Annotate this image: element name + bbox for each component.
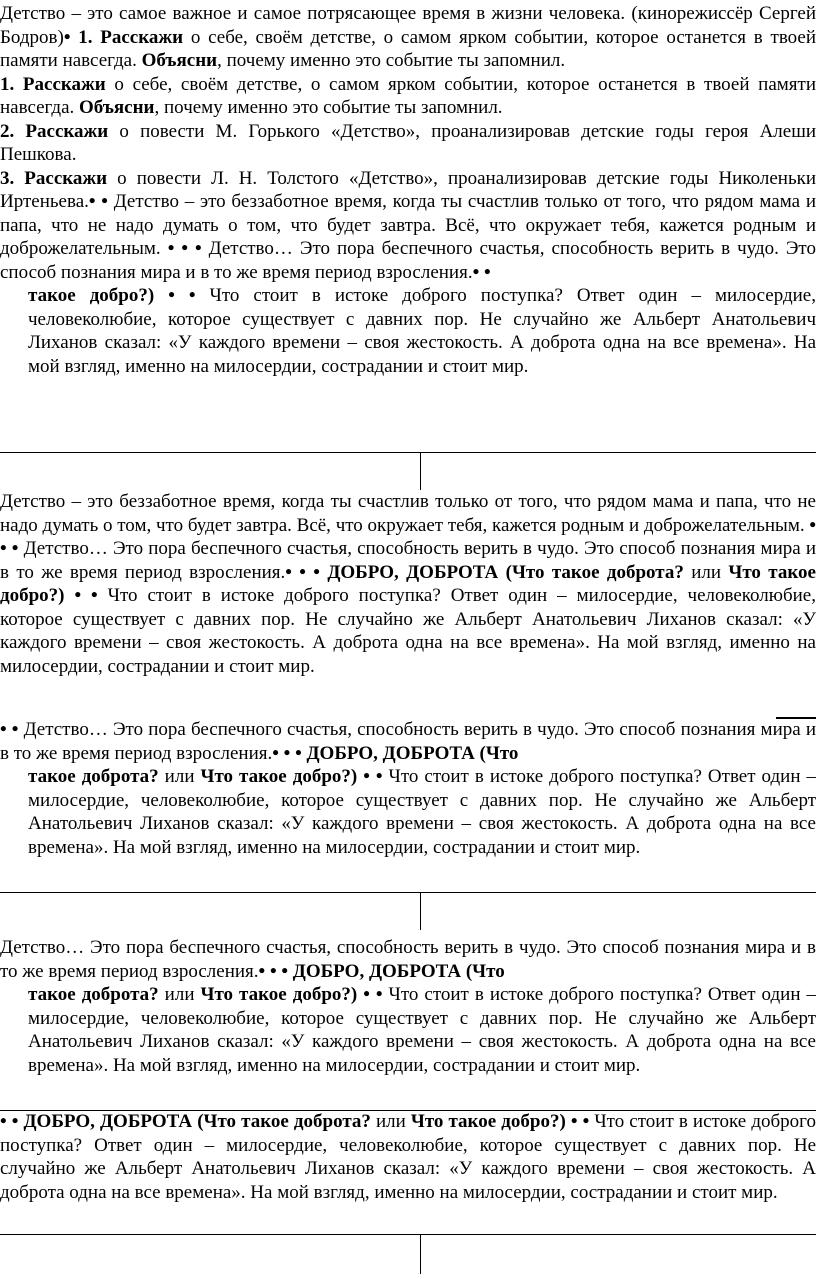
section-3 <box>0 718 816 859</box>
kindness-line <box>0 284 816 378</box>
intro-task-text: о себе, своём детстве, о самом ярком событии, которое останется в твоей памяти навсегда. <box>0 26 816 71</box>
task-2-text: о повести М. Горького «Детство», проанализировав детские годы героя Алеши Пешкова. <box>0 120 816 165</box>
kindness-bullets: • • <box>0 1111 19 1132</box>
intro-bullet: • <box>63 26 71 48</box>
task-1-number: 1. Расскажи <box>0 73 106 95</box>
carefree-bullets: • • • <box>0 514 816 559</box>
mercy-text: Что стоит в истоке доброго поступка? Ответ один – милосердие, человеколюбие, которое существует с давних пор. Не случайно же Альберт Анатольевич Лиханов сказал: «У каждого времени – своя жестокость. А доброта одна на все времена». На мой взгляд, именно на милосердии, сострадании и стоит мир. <box>0 585 816 677</box>
task-2 <box>0 120 816 167</box>
section-divider <box>0 452 816 453</box>
section-1 <box>0 2 816 378</box>
kindness-bullets: • • <box>154 285 196 306</box>
kindness-bullets: • • <box>64 585 98 606</box>
carefree-text: Детство – это беззаботное время, когда ты счастлив только от того, что рядом мама и папа, что не надо думать о том, что будет завтра. Всё, что окружает тебя, кажется родным и доброжелательным. <box>0 491 816 536</box>
intro-explain-text: , почему именно это событие ты запомнил. <box>217 50 566 71</box>
intro-paragraph <box>0 2 816 73</box>
kindness-title: ДОБРО, ДОБРОТА (Что <box>288 960 505 982</box>
kindness-question-1: такое доброта? <box>28 984 159 1005</box>
task-3 <box>0 167 816 285</box>
mercy-text: Что стоит в истоке доброго поступка? Ответ один – милосердие, человеколюбие, которое существует с давних пор. Не случайно же Альберт Анатольевич Лиханов сказал: «У каждого времени – своя жестокость. А доброта одна на все времена». На мой взгляд, именно на милосердии, сострадании и стоит мир. <box>28 766 816 858</box>
mercy-bullets: • • <box>357 984 383 1005</box>
task-1 <box>0 73 816 120</box>
kindness-bullets: • • • <box>272 742 302 764</box>
carefree-bullets: • • • <box>167 238 202 259</box>
mercy-text: Что стоит в истоке доброго поступка? Ответ один – милосердие, человеколюбие, которое существует с давних пор. Не случайно же Альберт Анатольевич Лиханов сказал: «У каждого времени – своя жестокость. А доброта одна на все времена». На мой взгляд, именно на милосердии, сострадании и стоит мир. <box>28 984 816 1076</box>
mercy-bullets: • • <box>357 766 383 787</box>
section-3-paragraph <box>0 718 816 765</box>
kindness-question-2: Что такое добро?) <box>200 984 358 1005</box>
kindness-question-2: Что такое добро?) <box>0 561 816 606</box>
task-2-number: 2. Расскажи <box>0 120 109 142</box>
task-1-explain-text: , почему именно это событие ты запомнил. <box>154 97 503 118</box>
section-divider <box>0 1234 816 1235</box>
section-2-paragraph <box>0 490 816 678</box>
kindness-title: ДОБРО, ДОБРОТА ( <box>18 1111 204 1132</box>
kindness-or: или <box>683 561 729 583</box>
task-3-text: о повести Л. Н. Толстого «Детство», проанализировав детские годы Николеньки Иртеньева. <box>0 167 816 212</box>
mercy-bullets: • • <box>565 1111 590 1132</box>
kindness-or: или <box>370 1111 411 1132</box>
section-divider <box>0 892 816 893</box>
kindness-question-2: Что такое добро?) <box>410 1111 566 1132</box>
section-3-kindness-line <box>0 765 816 859</box>
section-4-kindness-line <box>0 983 816 1077</box>
kindness-question-1: Что такое доброта? <box>511 561 684 583</box>
task-1-explain: Объясни <box>79 97 155 118</box>
kindness-question-2: Что такое добро?) <box>200 766 358 787</box>
growing-text: Детство… Это пора беспечного счастья, способность верить в чудо. Это способ познания мира и в то же время период взросления. <box>0 538 816 583</box>
section-5 <box>0 1110 816 1204</box>
section-4 <box>0 936 816 1077</box>
intro-explain: Объясни <box>141 50 218 71</box>
divider-tick <box>420 1234 421 1274</box>
kindness-question-1: такое доброта? <box>28 766 159 787</box>
kindness-or: или <box>158 984 201 1005</box>
kindness-title: ДОБРО, ДОБРОТА (Что <box>301 742 519 764</box>
growing-bullets: • • • <box>285 561 320 583</box>
growing-text: Детство… Это пора беспечного счастья, способность верить в чудо. Это способ познания мира и в то же время период взросления. <box>0 238 816 283</box>
section-4-paragraph <box>0 936 816 983</box>
mercy-text: Что стоит в истоке доброго поступка? Ответ один – милосердие, человеколюбие, которое существует с давних пор. Не случайно же Альберт Анатольевич Лиханов сказал: «У каждого времени – своя жестокость. А доброта одна на все времена». На мой взгляд, именно на милосердии, сострадании и стоит мир. <box>28 285 816 377</box>
growing-text: Детство… Это пора беспечного счастья, способность верить в чудо. Это способ познания мира и в то же время период взросления. <box>0 719 816 764</box>
section-5-paragraph <box>0 1110 816 1204</box>
intro-task-number: 1. Расскажи <box>70 26 184 48</box>
task-3-bullets: • • <box>88 191 108 212</box>
section-2 <box>0 490 816 678</box>
growing-text: Детство… Это пора беспечного счастья, способность верить в чудо. Это способ познания мира и в то же время период взросления. <box>0 937 816 982</box>
growing-bullets: • • <box>472 261 491 283</box>
task-3-number: 3. Расскажи <box>0 167 108 189</box>
carefree-text: Детство – это беззаботное время, когда ты счастлив только от того, что рядом мама и папа, что не надо думать о том, что будет завтра. Всё, что окружает тебя, кажется родным и доброжелательным. <box>0 191 816 259</box>
task-1-text: о себе, своём детстве, о самом ярком событии, которое останется в твоей памяти навсегда. <box>0 73 816 118</box>
kindness-question-1: Что такое доброта? <box>203 1111 371 1132</box>
kindness-or: или <box>158 766 201 787</box>
kindness-title: ДОБРО, ДОБРОТА ( <box>319 561 512 583</box>
intro-text: Детство – это самое важное и самое потрясающее время в жизни человека. (кинорежиссёр Сергей Бодров) <box>0 3 816 48</box>
kindness-tail: такое добро?) <box>28 285 155 306</box>
divider-tick <box>420 892 421 930</box>
divider-tick <box>420 452 421 490</box>
kindness-bullets: • • • <box>258 960 289 982</box>
growing-bullets: • • <box>0 719 19 740</box>
mercy-text: Что стоит в истоке доброго поступка? Ответ один – милосердие, человеколюбие, которое существует с давних пор. Не случайно же Альберт Анатольевич Лиханов сказал: «У каждого времени – своя жестокость. А доброта одна на все времена». На мой взгляд, именно на милосердии, сострадании и стоит мир. <box>0 1111 816 1203</box>
